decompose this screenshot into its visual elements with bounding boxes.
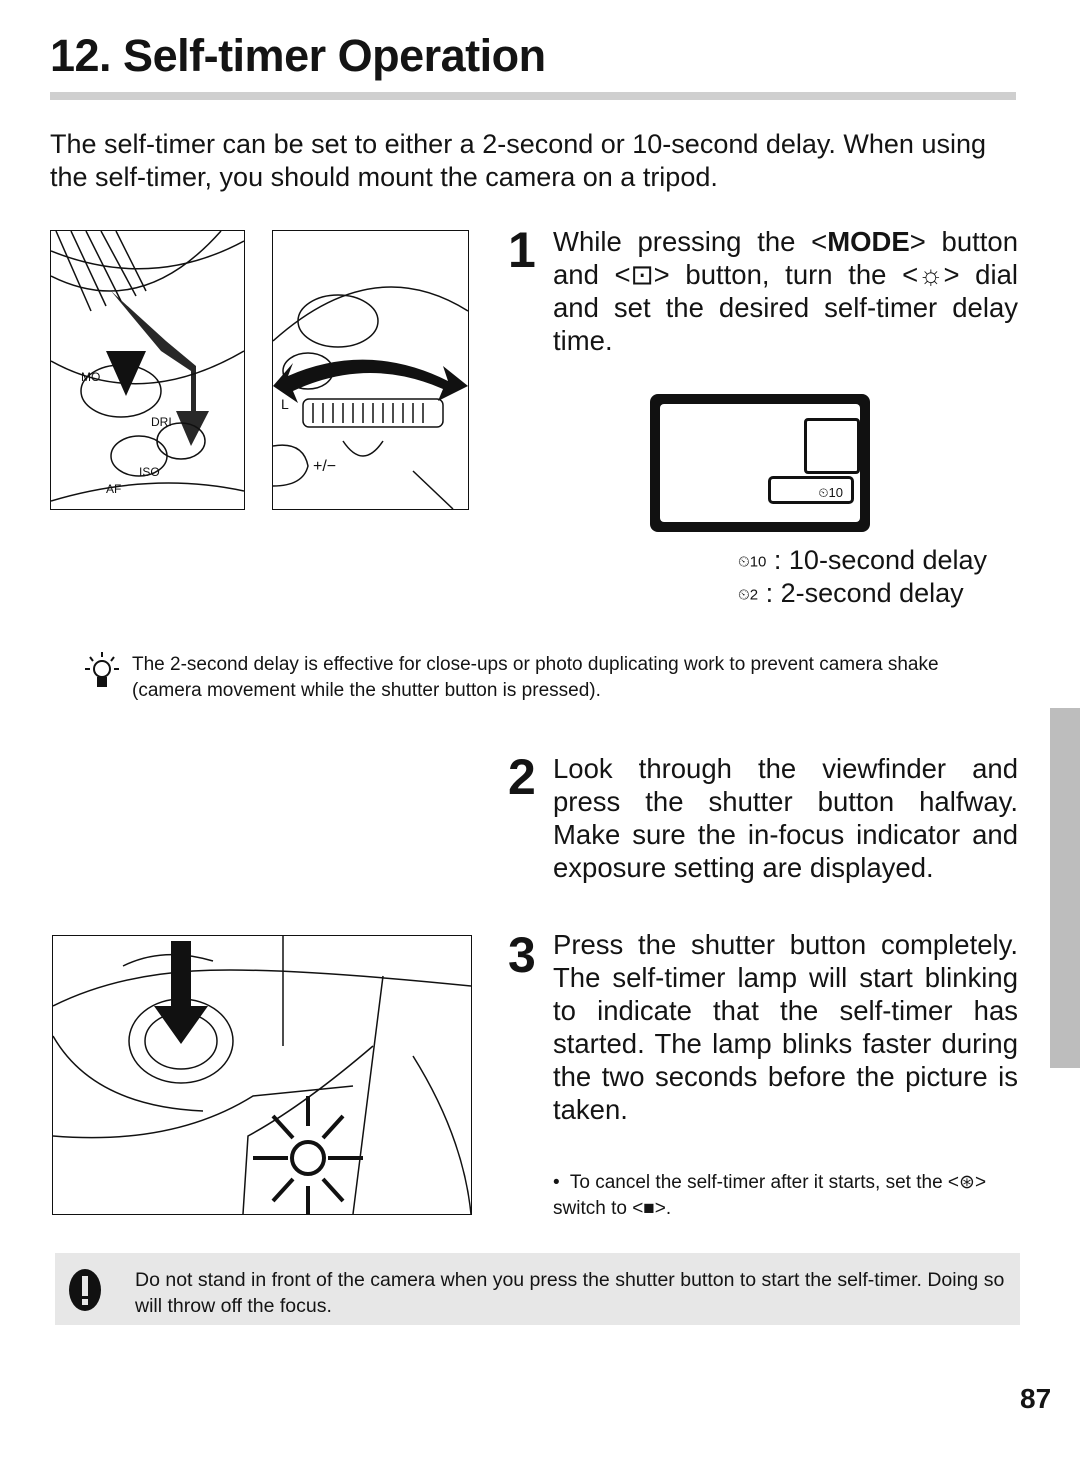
main-dial-icon: ☼: [918, 259, 944, 290]
single-mode-icon: ■: [643, 1198, 655, 1219]
fig-a-label-drive: DRI: [151, 415, 172, 429]
legend-10-second: ⏲10 : 10-second delay: [738, 545, 988, 575]
step-2-text: Look through the viewfinder and press the shutter button halfway. Make sure the in-focus indicator and exposure setting are displayed.: [553, 753, 1018, 883]
chapter-side-tab: [1050, 708, 1080, 1068]
figure-shutter-press: [52, 935, 472, 1215]
step-3-text: Press the shutter button completely. The self-timer lamp will start blinking to indicate that the self-timer has started. The lamp blinks faster during the two seconds before the picture is taken.: [553, 929, 1018, 1125]
fig-b-label-l: L: [281, 396, 289, 412]
bullet: •: [553, 1172, 560, 1193]
cancel-note: • To cancel the self-timer after it starts, set the <⊛> switch to <■>.: [553, 1172, 987, 1219]
step-1-text: While pressing the <MODE> button and <⊡> button, turn the <☼> dial and set the desired self-timer delay time.: [553, 226, 1018, 356]
step-3-number: 3: [508, 927, 536, 983]
timer-2-icon: ⏲2: [738, 586, 759, 604]
page-title: 12. Self-timer Operation: [50, 30, 546, 81]
tip-text: The 2-second delay is effective for close-ups or photo duplicating work to prevent camera shake (camera movement while the shutter button is pressed).: [132, 654, 939, 701]
figure-mode-buttons: [50, 230, 245, 510]
page-number: 87: [1020, 1383, 1052, 1414]
figure-dial: [272, 230, 469, 510]
exclamation-icon: [68, 1268, 102, 1312]
lcd-self-timer-indicator: ⏲10: [768, 476, 854, 504]
self-timer-button-icon: ⊡: [630, 259, 654, 290]
fig-a-label-mode: MO: [81, 370, 101, 384]
lcd-panel-icon: [650, 394, 870, 532]
lightbulb-icon: [82, 650, 122, 694]
intro-paragraph: The self-timer can be set to either a 2-second or 10-second delay. When using the self-timer, you should mount the camera on a tripod.: [50, 129, 986, 192]
step-2-number: 2: [508, 749, 536, 805]
step-1-number: 1: [508, 222, 536, 278]
timer-10-icon: ⏲10: [738, 553, 767, 571]
fig-a-label-af: AF: [106, 482, 122, 496]
mode-label: MODE: [827, 226, 910, 257]
title-rule: [50, 92, 1016, 100]
fig-b-label-comp: +/−: [313, 458, 337, 475]
legend-2-second: ⏲2 : 2-second delay: [738, 578, 964, 608]
warning-text: Do not stand in front of the camera when you press the shutter button to start the self-timer. Doing so will throw off the focus.: [135, 1269, 1005, 1317]
drive-switch-icon: ⊛: [959, 1172, 975, 1193]
fig-a-label-iso: ISO: [139, 465, 160, 479]
self-timer-lamp-icon: [253, 1096, 363, 1214]
